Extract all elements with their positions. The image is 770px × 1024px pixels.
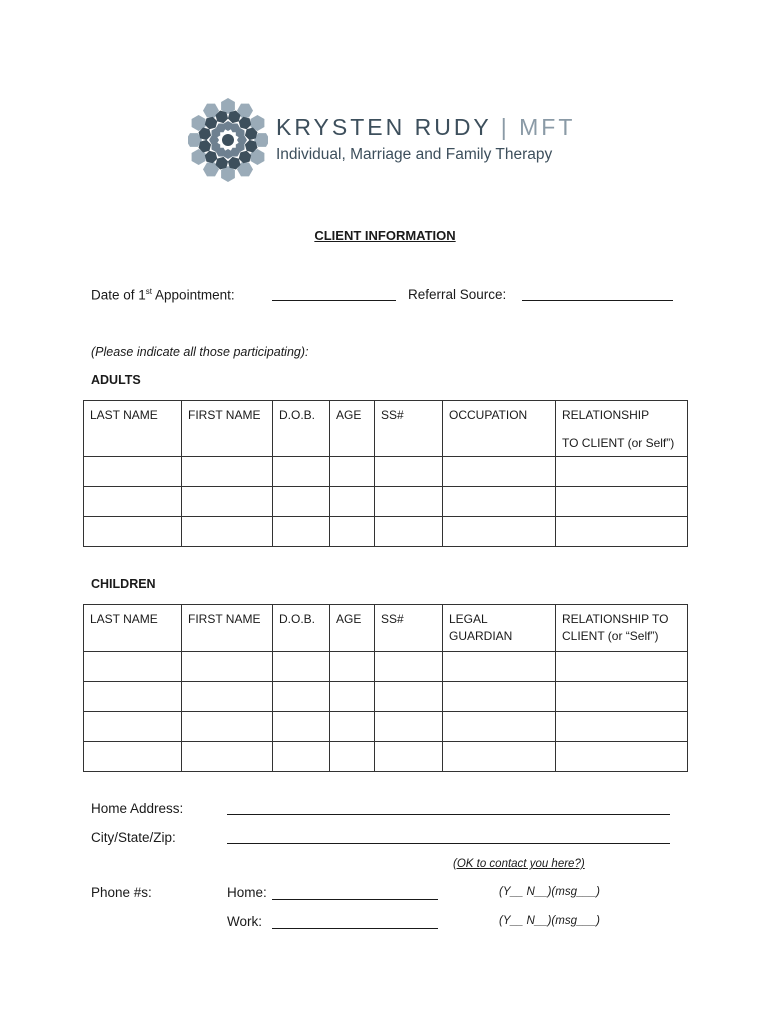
table-cell[interactable] — [375, 742, 443, 772]
table-cell[interactable] — [84, 742, 182, 772]
table-cell[interactable] — [84, 652, 182, 682]
table-cell[interactable] — [182, 712, 273, 742]
home-phone-field[interactable] — [272, 899, 438, 900]
table-row — [84, 487, 688, 517]
table-cell[interactable] — [556, 652, 688, 682]
table-cell[interactable] — [556, 712, 688, 742]
table-cell[interactable] — [330, 487, 375, 517]
table-cell[interactable] — [330, 652, 375, 682]
referral-source-label: Referral Source: — [408, 287, 507, 302]
logo-petal — [239, 151, 252, 164]
home-phone-label: Home: — [227, 885, 267, 900]
table-cell[interactable] — [556, 682, 688, 712]
logo-center — [222, 134, 234, 146]
table-cell[interactable] — [330, 712, 375, 742]
adults-header-dob: D.O.B. — [273, 401, 330, 457]
city-state-zip-label: City/State/Zip: — [91, 830, 176, 845]
children-header-first-name: FIRST NAME — [182, 605, 273, 652]
children-header-legal-guardian: LEGAL GUARDIAN — [443, 605, 556, 652]
table-row — [84, 457, 688, 487]
table-cell[interactable] — [273, 457, 330, 487]
logo-petal — [239, 117, 252, 130]
adults-header-occupation: OCCUPATION — [443, 401, 556, 457]
adults-header-first-name: FIRST NAME — [182, 401, 273, 457]
table-cell[interactable] — [182, 682, 273, 712]
home-phone-contact-options: (Y__ N__)(msg___) — [499, 886, 600, 898]
ok-to-contact-note: (OK to contact you here?) — [453, 858, 585, 870]
table-cell[interactable] — [273, 742, 330, 772]
adults-heading: ADULTS — [91, 373, 141, 387]
work-phone-contact-options: (Y__ N__)(msg___) — [499, 915, 600, 927]
adults-header-relationship — [556, 401, 688, 457]
table-cell[interactable] — [273, 517, 330, 547]
table-cell[interactable] — [84, 457, 182, 487]
table-cell[interactable] — [84, 682, 182, 712]
table-cell[interactable] — [443, 652, 556, 682]
table-cell[interactable] — [84, 487, 182, 517]
page-title: CLIENT INFORMATION — [314, 228, 456, 243]
table-cell[interactable] — [375, 682, 443, 712]
adults-header-last-name: LAST NAME — [84, 401, 182, 457]
table-cell[interactable] — [375, 652, 443, 682]
table-cell[interactable] — [330, 682, 375, 712]
children-header-relationship: RELATIONSHIP TO CLIENT (or “Self”) — [556, 605, 688, 652]
logo-petal — [205, 151, 218, 164]
table-cell[interactable] — [443, 517, 556, 547]
children-header-age: AGE — [330, 605, 375, 652]
participants-note: (Please indicate all those participating): — [91, 345, 309, 359]
table-cell[interactable] — [84, 712, 182, 742]
table-cell[interactable] — [556, 517, 688, 547]
children-header-row — [84, 605, 688, 652]
first-appointment-label — [91, 287, 235, 303]
table-cell[interactable] — [330, 742, 375, 772]
adults-header-relationship-line2: TO CLIENT (or Self”) — [562, 436, 675, 450]
table-cell[interactable] — [330, 517, 375, 547]
table-row — [84, 742, 688, 772]
table-cell[interactable] — [443, 487, 556, 517]
first-appointment-field[interactable] — [272, 300, 396, 301]
adults-table — [83, 400, 688, 547]
table-row — [84, 517, 688, 547]
logo-petal — [205, 117, 218, 130]
logo-credential: MFT — [519, 114, 576, 140]
table-cell[interactable] — [330, 457, 375, 487]
children-header-last-name: LAST NAME — [84, 605, 182, 652]
adults-header-ssn: SS# — [375, 401, 443, 457]
logo-tagline: Individual, Marriage and Family Therapy — [276, 146, 553, 163]
first-appointment-label-suffix: Appointment: — [152, 287, 235, 303]
phone-label: Phone #s: — [91, 885, 152, 900]
adults-header-age: AGE — [330, 401, 375, 457]
table-cell[interactable] — [273, 712, 330, 742]
adults-header-row — [84, 401, 688, 457]
children-heading: CHILDREN — [91, 577, 156, 591]
table-cell[interactable] — [443, 457, 556, 487]
table-cell[interactable] — [443, 682, 556, 712]
table-row — [84, 682, 688, 712]
first-appointment-label-prefix: Date of 1 — [91, 287, 146, 303]
children-header-dob: D.O.B. — [273, 605, 330, 652]
logo-separator: | — [500, 114, 510, 140]
table-cell[interactable] — [273, 487, 330, 517]
table-row — [84, 652, 688, 682]
table-cell[interactable] — [443, 712, 556, 742]
table-row — [84, 712, 688, 742]
table-cell[interactable] — [556, 457, 688, 487]
table-cell[interactable] — [443, 742, 556, 772]
logo-name-text: KRYSTEN RUDY — [276, 114, 492, 140]
table-cell[interactable] — [273, 682, 330, 712]
children-table — [83, 604, 688, 772]
table-cell[interactable] — [556, 487, 688, 517]
referral-source-field[interactable] — [522, 300, 673, 301]
logo-mandala-icon — [188, 98, 268, 182]
table-cell[interactable] — [182, 652, 273, 682]
table-cell[interactable] — [182, 742, 273, 772]
table-cell[interactable] — [375, 712, 443, 742]
home-address-label: Home Address: — [91, 801, 184, 816]
first-appointment-label-sup: st — [145, 287, 153, 296]
work-phone-field[interactable] — [272, 928, 438, 929]
table-cell[interactable] — [182, 517, 273, 547]
adults-header-relationship-line1: RELATIONSHIP — [562, 408, 650, 422]
table-cell[interactable] — [84, 517, 182, 547]
children-header-ssn: SS# — [375, 605, 443, 652]
home-address-field[interactable] — [227, 814, 670, 815]
table-cell[interactable] — [375, 457, 443, 487]
table-cell[interactable] — [375, 487, 443, 517]
table-cell[interactable] — [182, 457, 273, 487]
city-state-zip-field[interactable] — [227, 843, 670, 844]
table-cell[interactable] — [182, 487, 273, 517]
table-cell[interactable] — [375, 517, 443, 547]
table-cell[interactable] — [556, 742, 688, 772]
table-cell[interactable] — [273, 652, 330, 682]
logo-name — [276, 114, 575, 141]
work-phone-label: Work: — [227, 914, 263, 929]
